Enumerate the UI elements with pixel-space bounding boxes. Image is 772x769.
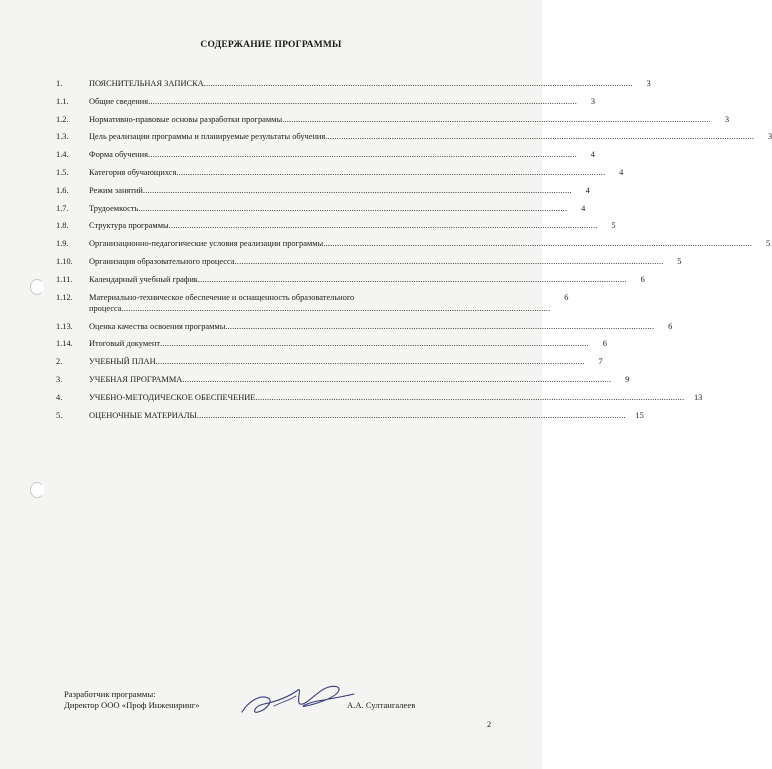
toc-row	[56, 167, 624, 178]
toc-number: 1.13.	[56, 321, 73, 331]
page-number: 2	[487, 720, 492, 729]
toc-number: 1.8.	[56, 221, 69, 231]
toc-page-number: 3	[646, 79, 651, 88]
toc-number: 2.	[56, 357, 63, 367]
toc-entry	[89, 256, 663, 267]
toc-page-number: 6	[602, 339, 607, 349]
toc-page-number: 6	[640, 274, 645, 284]
toc-row	[56, 356, 603, 367]
toc-entry-label: Материально-техническое обеспечение и оснащенность образовательного	[89, 292, 355, 302]
toc-page-number: 3	[768, 132, 772, 142]
dot-leader	[143, 185, 572, 196]
punch-hole	[30, 279, 44, 295]
toc-entry-label: ПОЯСНИТЕЛЬНАЯ ЗАПИСКА	[89, 79, 204, 88]
toc-entry-label: Итоговый документ	[89, 339, 160, 349]
toc-page-number: 7	[598, 357, 603, 367]
toc-number: 1.6.	[56, 185, 69, 195]
toc-row	[56, 203, 586, 214]
toc-page-number: 6	[668, 321, 673, 331]
toc-entry	[89, 220, 598, 231]
toc-page-number: 3	[724, 114, 730, 124]
toc-page-number: 4	[619, 167, 624, 177]
toc-row	[56, 96, 596, 107]
toc-page-number: 4	[585, 185, 590, 195]
toc-row	[56, 374, 630, 385]
dot-leader	[197, 410, 626, 421]
toc-entry-label: ОЦЕНОЧНЫЕ МАТЕРИАЛЫ	[89, 410, 197, 420]
toc-entry	[89, 114, 711, 125]
toc-row	[56, 274, 645, 285]
dot-leader	[138, 203, 567, 214]
dot-leader	[325, 131, 754, 142]
dot-leader	[148, 96, 577, 107]
toc-entry	[89, 338, 589, 349]
dot-leader	[169, 220, 598, 231]
toc-page-number: 4	[581, 203, 586, 213]
toc-number: 1.9.	[56, 239, 69, 249]
toc-row	[56, 392, 703, 403]
toc-number: 1.10.	[56, 256, 73, 266]
toc-entry	[89, 185, 572, 196]
toc-entry-label: Нормативно-правовые основы разработки программы	[89, 114, 283, 124]
toc-row	[56, 185, 590, 196]
toc-entry-label: Оценка качества освоения программы	[89, 321, 226, 331]
developer-caption: Разработчик программы:	[64, 689, 156, 699]
toc-row	[56, 149, 595, 160]
toc-entry	[89, 96, 577, 107]
toc-entry-label: УЧЕБНАЯ ПРОГРАММА	[89, 374, 183, 384]
toc-number: 1.12.	[56, 292, 73, 302]
toc-page-number: 3	[590, 96, 596, 106]
toc-entry	[89, 292, 550, 314]
toc-number: 1.4.	[56, 150, 69, 160]
toc-row	[56, 338, 607, 349]
table-of-contents	[56, 78, 772, 427]
toc-entry-label: Организационно-педагогические условия реализации программы	[89, 239, 324, 249]
toc-number: 1.14.	[56, 339, 73, 349]
toc-page-number: 9	[625, 374, 630, 384]
toc-page-number: 5	[765, 239, 771, 249]
toc-entry	[89, 131, 754, 142]
toc-entry	[89, 356, 585, 367]
toc-row	[56, 114, 730, 125]
toc-page-number: 5	[677, 256, 682, 266]
toc-entry-label: УЧЕБНЫЙ ПЛАН	[89, 357, 156, 367]
dot-leader	[225, 321, 654, 332]
toc-row	[56, 131, 772, 142]
toc-entry	[89, 374, 611, 385]
toc-entry	[89, 274, 627, 285]
toc-row	[56, 78, 651, 89]
punch-hole	[30, 482, 44, 498]
toc-entry	[89, 321, 654, 332]
dot-leader	[282, 114, 711, 125]
toc-number: 1.7.	[56, 203, 69, 213]
toc-number: 1.2.	[56, 114, 69, 124]
toc-entry-label: Форма обучения	[89, 150, 148, 160]
toc-number: 1.11.	[56, 274, 73, 284]
toc-number: 1.	[56, 79, 63, 88]
toc-entry	[89, 78, 633, 89]
developer-position: Директор ООО «Проф Инжениринг»	[64, 699, 200, 710]
toc-entry-label: Категория обучающихся	[89, 167, 177, 177]
toc-row	[56, 256, 682, 267]
toc-entry	[89, 392, 684, 403]
toc-number: 1.3.	[56, 132, 69, 142]
toc-entry-label: Календарный учебный график	[89, 274, 198, 284]
dot-leader	[176, 167, 605, 178]
toc-row	[56, 238, 771, 249]
toc-entry-label: УЧЕБНО-МЕТОДИЧЕСКОЕ ОБЕСПЕЧЕНИЕ	[89, 392, 256, 402]
toc-entry-label: Организация образовательного процесса	[89, 256, 235, 266]
signer-name: А.А. Султангалеев	[347, 700, 416, 710]
dot-leader	[198, 274, 627, 285]
dot-leader	[235, 256, 664, 267]
toc-number: 3.	[56, 374, 63, 384]
toc-row	[56, 321, 673, 332]
dot-leader	[255, 392, 684, 403]
dot-leader	[122, 303, 551, 314]
toc-entry	[89, 149, 577, 160]
dot-leader	[156, 356, 585, 367]
toc-entry	[89, 410, 626, 421]
toc-number: 4.	[56, 392, 63, 402]
toc-entry	[89, 167, 605, 178]
dot-leader	[323, 238, 752, 249]
toc-entry-label: Общие сведения	[89, 96, 149, 106]
toc-number: 1.5.	[56, 167, 69, 177]
toc-entry-label: Структура программы	[89, 221, 169, 231]
toc-page-number: 4	[590, 150, 595, 160]
toc-page-number: 15	[635, 410, 644, 420]
toc-row	[56, 292, 569, 314]
dot-leader	[182, 374, 611, 385]
dot-leader	[204, 78, 633, 89]
handwritten-signature	[238, 676, 358, 720]
toc-entry	[89, 238, 752, 249]
toc-entry-label: Режим занятий	[89, 185, 143, 195]
toc-entry-label: Цель реализации программы и планируемые результаты обучения	[89, 132, 326, 142]
developer-block	[64, 689, 200, 710]
toc-entry-label-continued: процесса	[89, 303, 122, 313]
toc-number: 1.1.	[56, 96, 69, 106]
document-title: СОДЕРЖАНИЕ ПРОГРАММЫ	[200, 40, 342, 50]
toc-entry-label: Трудоемкость	[89, 203, 139, 213]
toc-entry	[89, 203, 567, 214]
toc-row	[56, 220, 616, 231]
toc-page-number: 5	[611, 221, 616, 231]
toc-page-number: 13	[693, 392, 703, 402]
dot-leader	[148, 149, 577, 160]
toc-number: 5.	[56, 410, 63, 420]
dot-leader	[160, 338, 589, 349]
toc-row	[56, 410, 644, 421]
toc-page-number: 6	[564, 292, 569, 302]
